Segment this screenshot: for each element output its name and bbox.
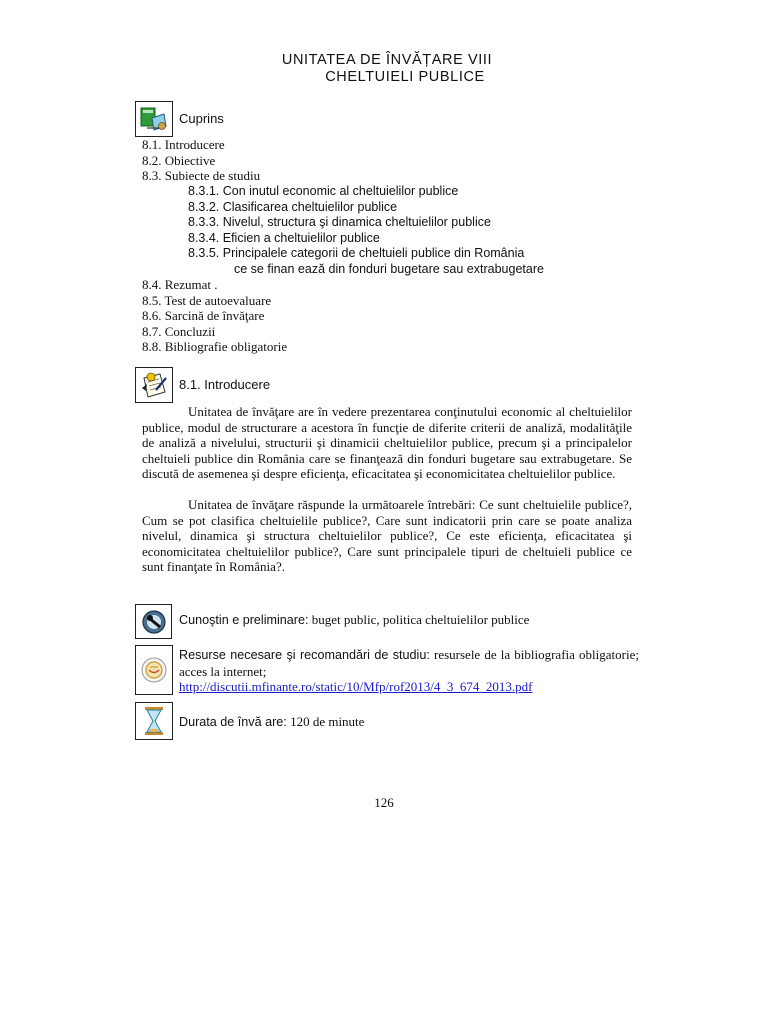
intro-heading: 8.1. Introducere (179, 377, 271, 392)
resources-icon-box (135, 645, 173, 695)
toc-item[interactable]: 8.8. Bibliografie obligatorie (142, 339, 288, 355)
toc-subitem-continuation[interactable]: ce se finan ează din fonduri bugetare sau extrabugetare (234, 261, 544, 276)
toc-item[interactable]: 8.7. Concluzii (142, 323, 216, 339)
duration-label: Durata de învă are: (179, 715, 287, 729)
toc-subitem[interactable]: 8.3.5. Principalele categorii de cheltuieli publice din România (188, 246, 525, 261)
toc-subitem[interactable]: 8.3.2. Clasificarea cheltuielilor publice (188, 199, 398, 214)
duration-value: 120 de minute (290, 714, 365, 729)
book-icon (138, 104, 170, 134)
magnifier-icon (139, 608, 169, 636)
resources (179, 647, 639, 679)
contents-heading: Cuprins (179, 111, 224, 126)
toc-subitem[interactable]: 8.3.3. Nivelul, structura şi dinamica cheltuielilor publice (188, 215, 491, 230)
hourglass-icon (140, 705, 168, 737)
resources-value: resursele de la bibliografia obligatorie; acces la internet; (179, 647, 639, 679)
unit-subtitle: CHELTUIELI PUBLICE (325, 69, 485, 85)
prerequisites-value: buget public, politica cheltuielilor publice (311, 612, 530, 627)
bibliography-link[interactable]: http://discutii.mfinante.ro/static/10/Mfp/rof2013/4_3_674_2013.pdf (179, 679, 533, 694)
toc-item[interactable]: 8.3. Subiecte de studiu (142, 168, 261, 184)
duration (179, 714, 364, 731)
toc-item[interactable]: 8.5. Test de autoevaluare (142, 292, 272, 308)
prerequisites (179, 612, 649, 629)
intro-icon-box (135, 367, 173, 403)
page-number: 126 (374, 795, 394, 810)
notes-icon (138, 370, 170, 400)
toc-remaining (142, 277, 287, 355)
toc-item[interactable]: 8.6. Sarcină de învăţare (142, 308, 265, 324)
toc-item[interactable]: 8.4. Rezumat . (142, 277, 218, 292)
resources-label: Resurse necesare şi recomandări de studiu: (179, 648, 430, 662)
unit-title: UNITATEA DE ÎNVĂȚARE VIII (281, 52, 493, 68)
badge-icon (139, 655, 169, 685)
prerequisites-label: Cunoştin e preliminare: (179, 613, 309, 627)
resources-link-row (179, 679, 533, 695)
intro-paragraph: Unitatea de învăţare are în vedere prezentarea conţinutului economic al cheltuielilor publice, modul de structurare a acestora în funcţie de diferite criterii de analiză, modalităţile de analiză a nivelului, structurii şi dinamicii cheltuielilor publice, precum şi a principalelor cheltuieli publice din România care se finanţează din fonduri bugetare sau extrabugetare. Se discută de asemenea şi despre eficienţa, eficacitatea şi economicitatea cheltuielilor publice. (142, 404, 632, 482)
toc-subitem[interactable]: 8.3.1. Con inutul economic al cheltuielilor publice (188, 184, 459, 198)
toc-subitem[interactable]: 8.3.4. Eficien a cheltuielilor publice (188, 230, 380, 245)
prerequisites-icon-box (135, 604, 172, 639)
duration-icon-box (135, 702, 173, 740)
table-of-contents (142, 137, 260, 184)
contents-icon-box (135, 101, 173, 137)
toc-subitems (188, 184, 544, 278)
intro-questions-paragraph: Unitatea de învăţare răspunde la următoarele întrebări: Ce sunt cheltuielile publice?, Cum se pot clasifica cheltuielile publice?, Care sunt indicatorii prin care se poate analiza nivelul, dinamica şi structura cheltuielilor publice?, Ce este eficienţa, eficacitatea şi economicitatea cheltuielilor publice?, Care sunt principalele tipuri de cheltuieli publice ce sunt finanţate în România?. (142, 497, 632, 575)
toc-item[interactable]: 8.2. Obiective (142, 152, 216, 168)
toc-item[interactable]: 8.1. Introducere (142, 137, 225, 152)
